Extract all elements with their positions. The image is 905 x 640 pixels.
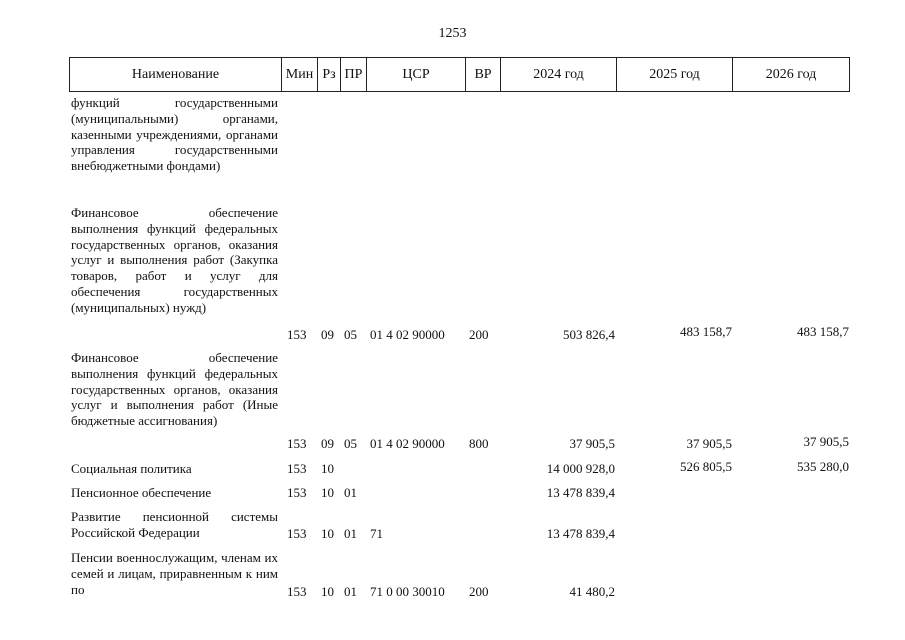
row-rz: 10 [321,526,334,541]
header-name: Наименование [70,58,282,91]
header-rz: Рз [318,58,341,91]
row-csr: 01 4 02 90000 [370,436,445,451]
row-2026: 483 158,7 [797,324,849,339]
table-row [69,350,850,452]
row-2024: 14 000 928,0 [546,461,615,476]
row-min: 153 [287,327,307,342]
row-min: 153 [287,584,307,599]
row-2025: 37 905,5 [686,436,732,451]
table-row [69,484,850,501]
row-min: 153 [287,436,307,451]
row-2026: 535 280,0 [797,459,849,474]
row-2024: 41 480,2 [569,584,615,599]
page-number: 1253 [438,26,467,41]
row-rz: 10 [321,584,334,599]
row-min: 153 [287,461,307,476]
row-pr: 01 [344,584,357,599]
row-csr: 71 [370,526,383,541]
row-name: Социальная политика [71,461,192,476]
header-vr: ВР [466,58,501,91]
row-vr: 200 [469,327,489,342]
table-row [69,205,850,343]
row-pr: 05 [344,436,357,451]
table-row [69,95,850,197]
row-pr: 01 [344,526,357,541]
row-min: 153 [287,526,307,541]
table-header [69,57,850,92]
row-csr: 71 0 00 30010 [370,584,445,599]
header-2024: 2024 год [501,58,617,91]
row-rz: 09 [321,436,334,451]
row-name: Финансовое обеспечение выполнения функций федеральных государственных органов, оказания услуг и выполнения работ (Закупка товаров, работ и услуг для обеспечения государственных (муниципальных) нужд) [71,205,278,315]
table-row [69,460,850,477]
row-name: Пенсионное обеспечение [71,485,212,500]
row-2025: 483 158,7 [680,324,732,339]
table-row [69,550,850,600]
row-2024: 37 905,5 [569,436,615,451]
row-2026: 37 905,5 [803,434,849,449]
row-2025: 526 805,5 [680,459,732,474]
table-row [69,509,850,542]
row-pr: 05 [344,327,357,342]
row-2024: 503 826,4 [563,327,615,342]
header-min: Мин [282,58,318,91]
row-2024: 13 478 839,4 [546,526,615,541]
row-name: Финансовое обеспечение выполнения функций федеральных государственных органов, оказания услуг и выполнения работ (Иные бюджетные ассигнования) [71,350,278,429]
row-min: 153 [287,485,307,500]
row-2024: 13 478 839,4 [546,485,615,500]
row-csr: 01 4 02 90000 [370,327,445,342]
header-2025: 2025 год [617,58,733,91]
row-pr: 01 [344,485,357,500]
row-vr: 200 [469,584,489,599]
row-name: функций государственными (муниципальными) органами, казенными учреждениями, органами управления государственными внебюджетными фондами) [71,95,278,174]
row-name: Развитие пенсионной системы Российской Федерации [71,509,278,540]
header-csr: ЦСР [367,58,466,91]
row-rz: 10 [321,461,334,476]
row-vr: 800 [469,436,489,451]
row-rz: 10 [321,485,334,500]
row-name: Пенсии военнослужащим, членам их семей и лицам, приравненным к ним по [71,550,278,597]
row-rz: 09 [321,327,334,342]
header-2026: 2026 год [765,66,817,82]
header-pr: ПР [341,58,367,91]
